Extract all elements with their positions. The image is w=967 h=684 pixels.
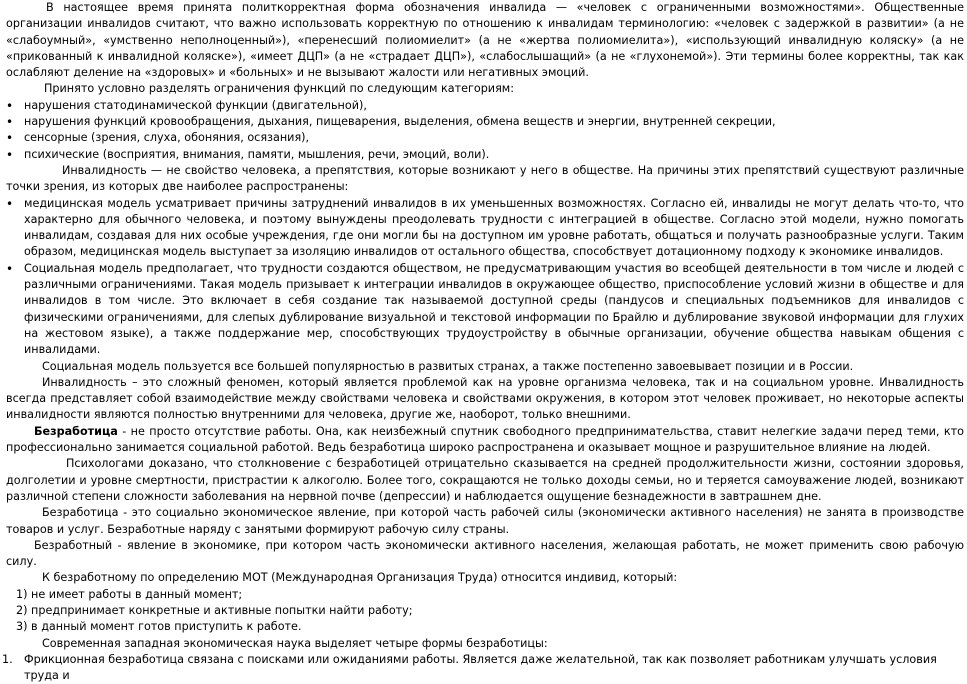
term-unemployment: Безработица xyxy=(34,424,118,438)
paragraph-unemployed-definition: Безработный - явление в экономике, при котором часть экономически активного населения, желающая работать, не может применить свою рабочую силу. xyxy=(6,538,964,569)
list-item: • Социальная модель предполагает, что трудности создаются обществом, не предусматривающим участия во всеобщей деятельности в том числе и людей с различными ограничениями. Такая модель призывает к интеграции инвалидов в окружающее общество, приспособление условий жизни в обществе и для инвалидов в том числе. Это включает в себя создание так называемой доступной среды (пандусов и специальных подъемников для инвалидов с физическими ограничениями, для слепых дублирование визуальной и текстовой информации по Брайлю и дублирование звуковой информации для глухих на жестовом языке), а также поддержание мер, способствующих трудоустройству в обычные организации, обучение общества навыкам общения с инвалидами. xyxy=(6,261,964,357)
bullet-icon: • xyxy=(6,115,14,130)
list-item: • сенсорные (зрения, слуха, обоняния, осязания), xyxy=(6,131,310,146)
forms-list xyxy=(2,652,964,684)
ilo-criterion: 3) в данный момент готов приступить к работе. xyxy=(16,620,302,634)
list-item: • нарушения функций кровообращения, дыхания, пищеварения, выделения, обмена веществ и энергии, внутренней секреции, xyxy=(6,115,776,130)
paragraph-disability-definition: Инвалидность — не свойство человека, а препятствия, которые возникают у него в обществе. На причины этих препятствий существуют различные точки зрения, из которых две наиболее распространены: xyxy=(6,163,964,194)
ilo-criterion: 2) предпринимает конкретные и активные попытки найти работу; xyxy=(16,603,413,617)
list-item: • психические (восприятия, внимания, памяти, мышления, речи, эмоций, воли). xyxy=(6,147,490,162)
bullet-icon: • xyxy=(6,98,14,113)
models-list xyxy=(6,196,964,359)
paragraph-social-model: Социальная модель пользуется все большей популярностью в развитых странах, а также постепенно завоевывает позиции и в России. xyxy=(42,359,854,373)
paragraph-unemployment-psychology: Психологами доказано, что столкновение с безработицей отрицательно сказывается на средней продолжительности жизни, состоянии здоровья, долголетии и уровне смертности, пристрастии к алкоголю. Более того, сокращаются не только доходы семьи, но и теряется самоуважение людей, возникают различной степени сложности заболевания на нервной почве (депрессии) и наблюдается ощущение безнадежности в завтрашнем дне. xyxy=(6,457,964,503)
ilo-criterion: 1) не имеет работы в данный момент; xyxy=(16,587,243,601)
paragraph-unemployment-intro: Безработица - не просто отсутствие работы. Она, как неизбежный спутник свободного предпринимательства, ставит нелегкие задачи перед теми, кто профессионально занимается социальной работой. Ведь безработица широко распространена и оказывает мощное и разрушительное влияние на людей. xyxy=(6,424,964,455)
categories-list xyxy=(6,98,964,163)
paragraph-unemployment-definition: Безработица - это социально экономическое явление, при которой часть рабочей силы (экономически активного населения) не занята в производстве товаров и услуг. Безработные наряду с занятыми формируют рабочую силу страны. xyxy=(6,506,964,536)
paragraph-disability-phenomenon: Инвалидность – это сложный феномен, который является проблемой как на уровне организма человека, так и на социальном уровне. Инвалидность всегда представляет собой взаимодействие между свойствами человека и свойствами окружения, в котором этот человек проживает, но некоторые аспекты инвалидности являются полностью внутренними для человека, другие же, наоборот, только внешними. xyxy=(6,375,964,422)
list-item: • медицинская модель усматривает причины затруднений инвалидов в их уменьшенных возможностях. Согласно ей, инвалиды не могут делать что-то, что характерно для обычного человека, и поэтому вынуждены преодолевать трудности с интеграцией в обществе. Согласно этой модели, нужно помогать инвалидам, создавая для них особые учреждения, где они могли бы на доступном им уровне работать, общаться и получать разнообразные услуги. Таким образом, медицинская модель выступает за изоляцию инвалидов от остального общества, способствует дотационному подходу к экономике инвалидов. xyxy=(6,196,964,259)
list-item: • нарушения статодинамической функции (двигательной), xyxy=(6,98,367,113)
list-item: 1. Фрикционная безработица связана с поисками или ожиданиями работы. Является даже желательной, так как позволяет работникам улучшать условия труда и xyxy=(2,652,937,683)
bullet-icon: • xyxy=(6,196,14,211)
bullet-icon: • xyxy=(6,147,14,162)
paragraph-intro: В настоящее время принята политкорректная форма обозначения инвалида — «человек с ограниченными возможностями». Общественные организации инвалидов считают, что важно использовать корректную по отношению к инвалидам терминологию: «человек с задержкой в развитии» (а не «слабоумный», «умственно неполноценный»), «перенесший полиомиелит» (а не «жертва полиомиелита»), «использующий инвалидную коляску» (а не «прикованный к инвалидной коляске»), «имеет ДЦП» (а не «страдает ДЦП»), «слабослышащий» (а не «глухонемой»). Эти термины более корректны, так как ослабляют деление на «здоровых» и «больных» и не вызывают жалости или негативных эмоций. xyxy=(6,1,964,80)
paragraph-ilo-definition: К безработному по определению МОТ (Международная Организация Труда) относится индивид, который: xyxy=(42,571,678,585)
bullet-icon: • xyxy=(6,261,14,276)
bullet-icon: • xyxy=(6,131,14,146)
paragraph-unemployment-forms: Современная западная экономическая наука выделяет четыре формы безработицы: xyxy=(42,636,548,650)
paragraph-categories-intro: Принято условно разделять ограничения функций по следующим категориям: xyxy=(44,82,515,96)
